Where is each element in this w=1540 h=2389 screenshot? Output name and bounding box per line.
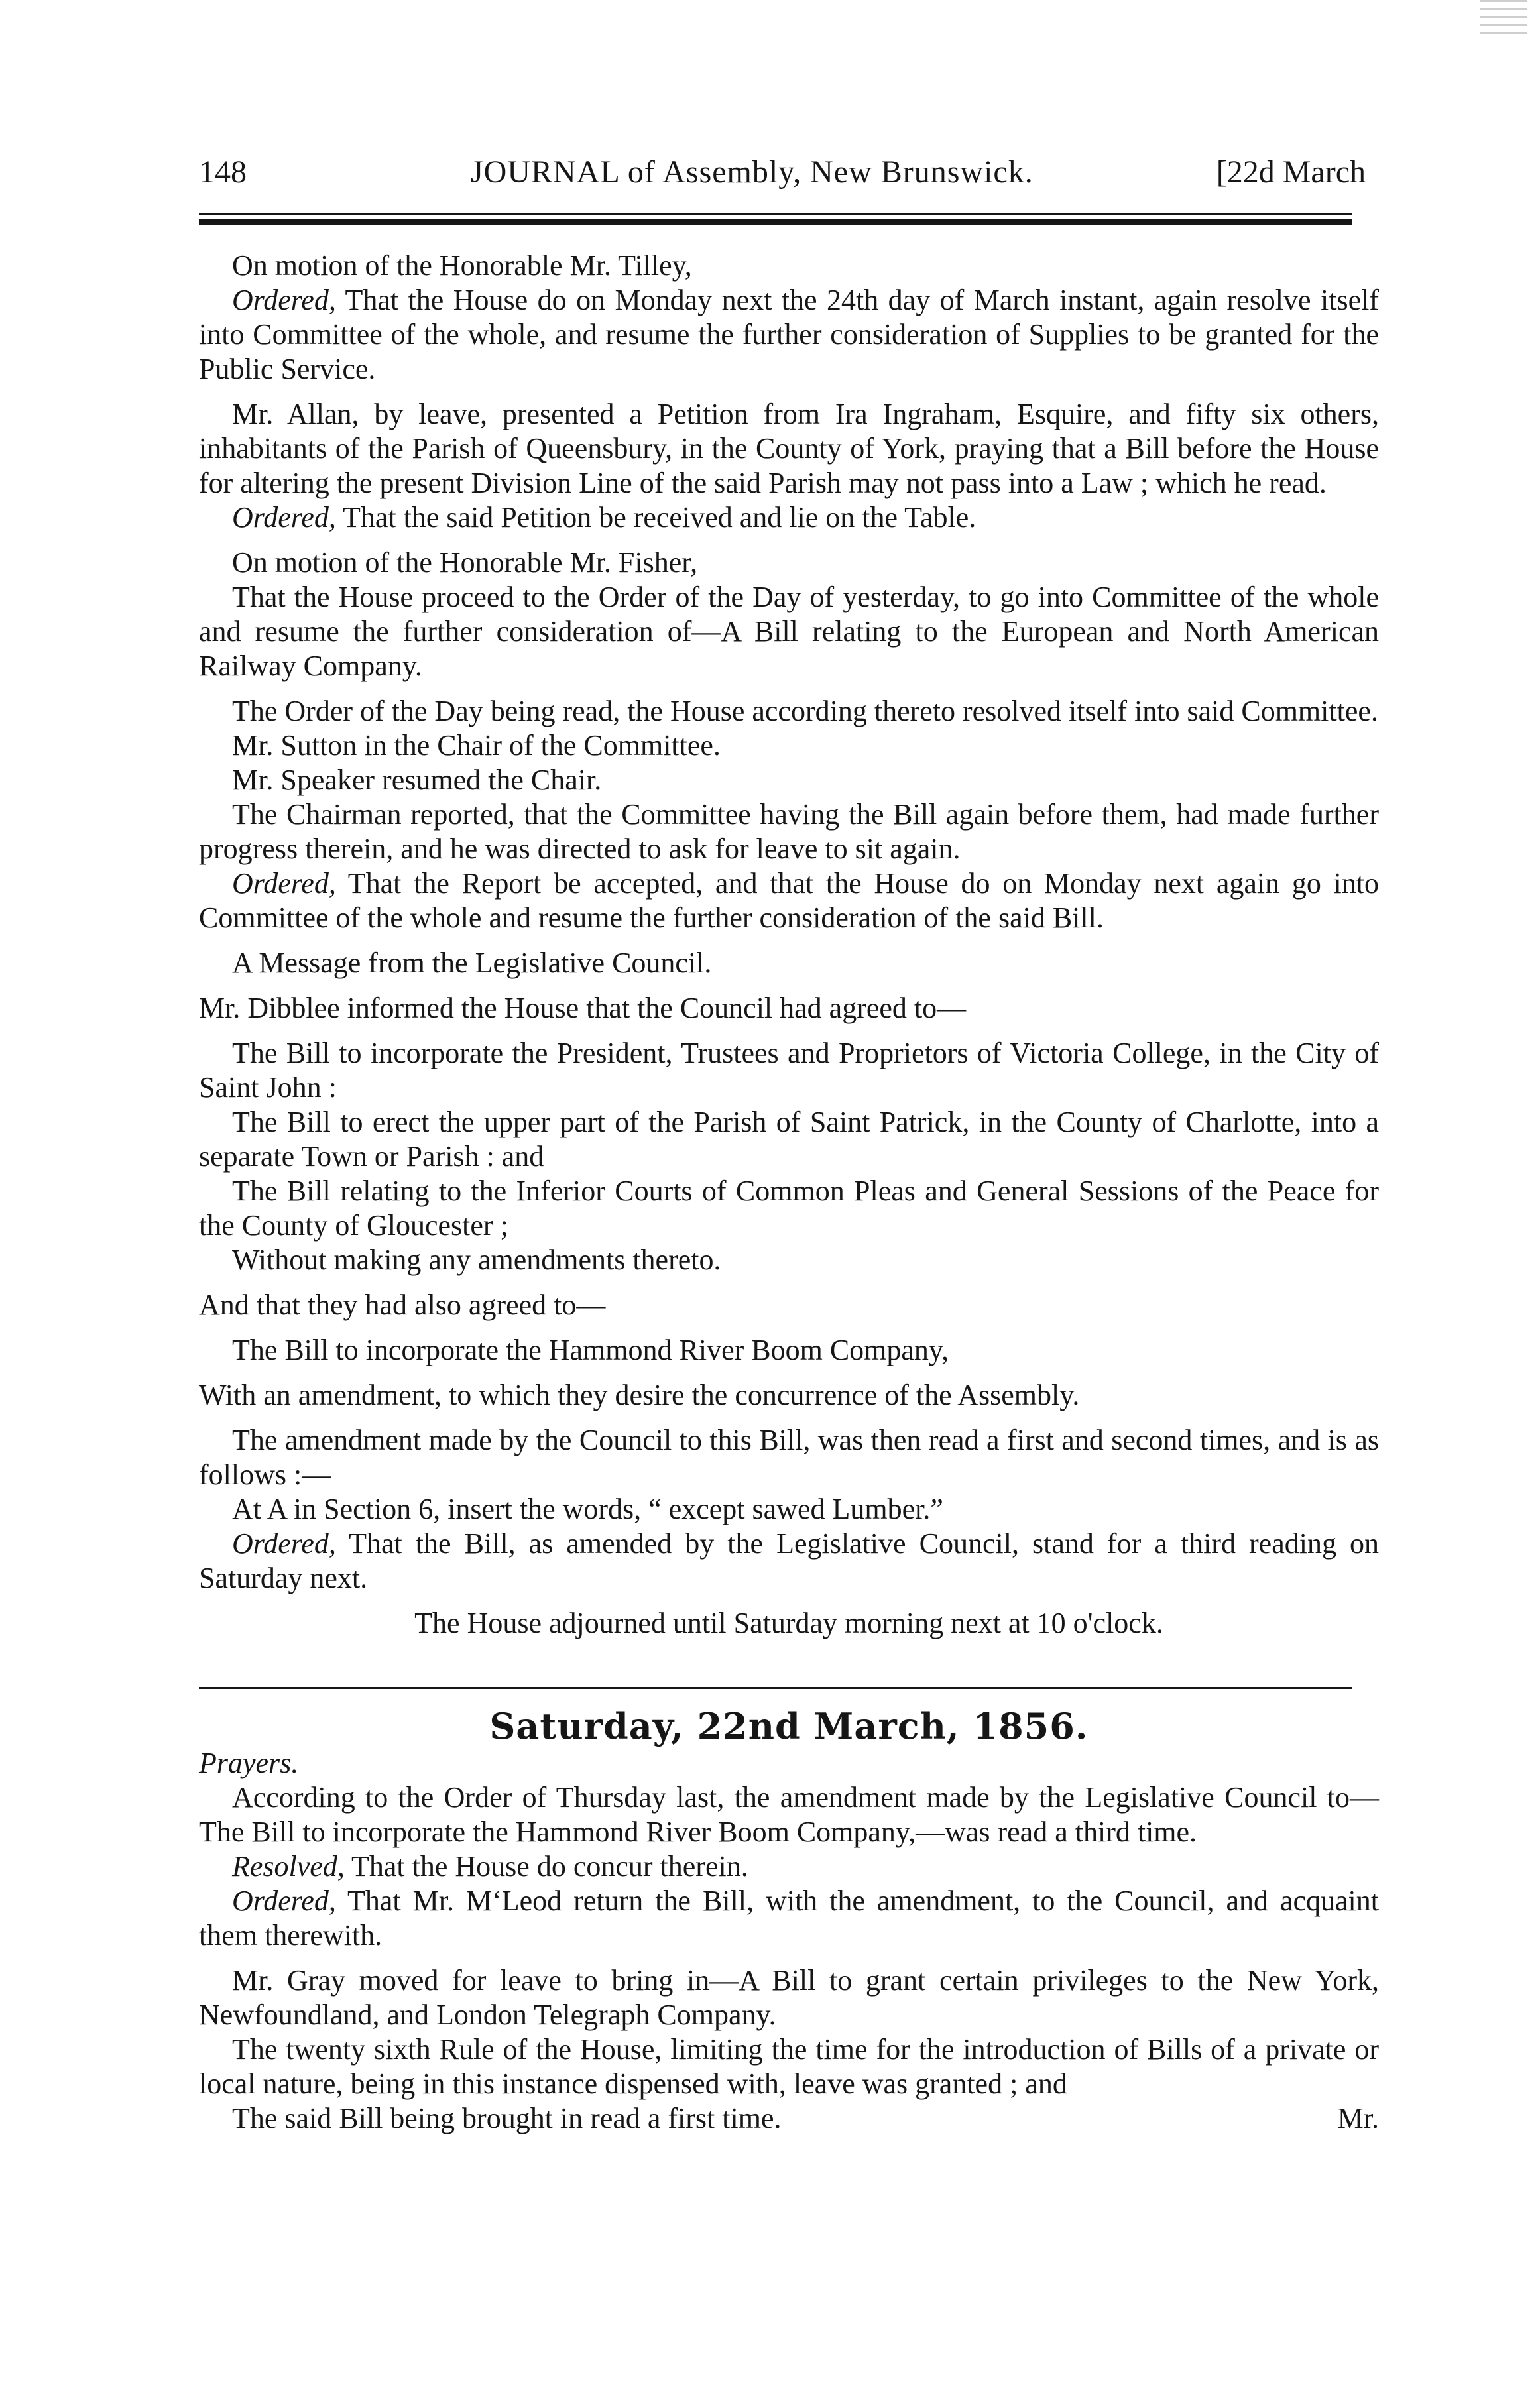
paragraph-lead: Ordered, [232, 1527, 336, 1560]
paragraph [199, 1849, 1379, 1884]
paragraph: The Bill to erect the upper part of the Parish of Saint Patrick, in the County of Charlotte, into a separate Town or Parish : and [199, 1106, 1379, 1173]
paragraph [199, 866, 1379, 935]
paragraph [199, 283, 1379, 386]
paragraph: On motion of the Honorable Mr. Fisher, [232, 546, 698, 579]
header-rule [199, 213, 1352, 227]
paragraph: At A in Section 6, insert the words, “ except sawed Lumber.” [232, 1493, 943, 1525]
paragraph: The Bill relating to the Inferior Courts of Common Pleas and General Sessions of the Peace for the County of Gloucester ; [199, 1175, 1379, 1242]
paragraph [199, 1527, 1379, 1596]
paragraph [199, 1884, 1379, 1953]
scan-mark [1480, 0, 1527, 53]
paragraph [199, 500, 1379, 535]
journal-body [199, 249, 1379, 2136]
paragraph: The Chairman reported, that the Committee having the Bill again before them, had made further progress therein, and he was directed to ask for leave to sit again. [199, 798, 1379, 865]
paragraph-text: That the Bill, as amended by the Legislative Council, stand for a third reading on Saturday next. [199, 1527, 1379, 1594]
paragraph: The twenty sixth Rule of the House, limiting the time for the introduction of Bills of a private or local nature, being in this instance dispensed with, leave was granted ; and [199, 2033, 1379, 2100]
running-date: [22d March [1216, 154, 1366, 190]
paragraph: Mr. Gray moved for leave to bring in—A Bill to grant certain privileges to the New York, Newfoundland, and London Telegraph Company. [199, 1964, 1379, 2031]
paragraph-lead: Ordered, [232, 1885, 336, 1917]
paragraph: Without making any amendments thereto. [232, 1244, 721, 1276]
prayers-label: Prayers. [199, 1747, 299, 1779]
catchword: Mr. [1337, 2102, 1379, 2134]
page-header [199, 154, 1366, 200]
paragraph-text: That Mr. M‘Leod return the Bill, with the amendment, to the Council, and acquaint them therewith. [199, 1885, 1379, 1952]
paragraph-lead: Ordered, [232, 501, 336, 534]
paragraph: A Message from the Legislative Council. [232, 947, 712, 979]
section-divider [199, 1687, 1352, 1689]
paragraph: According to the Order of Thursday last, the amendment made by the Legislative Council to—The Bill to incorporate the Hammond River Boom Company,—was read a third time. [199, 1781, 1379, 1848]
paragraph-lead: Ordered, [232, 284, 336, 316]
paragraph-text: That the House do concur therein. [344, 1850, 748, 1883]
day-heading: Saturday, 22nd March, 1856. [489, 1705, 1089, 1747]
paragraph: The Bill to incorporate the Hammond River Boom Company, [232, 1334, 949, 1366]
paragraph: The amendment made by the Council to this Bill, was then read a first and second times, and is as follows :— [199, 1424, 1379, 1491]
paragraph: Mr. Allan, by leave, presented a Petition from Ira Ingraham, Esquire, and fifty six others, inhabitants of the Parish of Queensbury, in the County of York, praying that a Bill before the House for altering the present Division Line of the said Parish may not pass into a Law ; which he read. [199, 398, 1379, 499]
paragraph [199, 2101, 1379, 2136]
paragraph: The Bill to incorporate the President, Trustees and Proprietors of Victoria College, in the City of Saint John : [199, 1037, 1379, 1104]
paragraph-text: That the Report be accepted, and that the House do on Monday next again go into Committee of the whole and resume the further consideration of the said Bill. [199, 867, 1379, 934]
paragraph-text: That the House do on Monday next the 24th day of March instant, again resolve itself into Committee of the whole, and resume the further consideration of Supplies to be granted for the Public Service. [199, 284, 1379, 385]
paragraph: Mr. Dibblee informed the House that the Council had agreed to— [199, 992, 967, 1024]
paragraph-lead: Resolved, [232, 1850, 345, 1883]
paragraph: That the House proceed to the Order of the Day of yesterday, to go into Committee of the whole and resume the further consideration of—A Bill relating to the European and North American Railway Company. [199, 581, 1379, 682]
paragraph: On motion of the Honorable Mr. Tilley, [232, 249, 692, 282]
paragraph-text: The said Bill being brought in read a first time. [232, 2102, 782, 2134]
paragraph-text: That the said Petition be received and lie on the Table. [335, 501, 977, 534]
paragraph: The Order of the Day being read, the House according thereto resolved itself into said Committee. [232, 695, 1378, 727]
adjournment: The House adjourned until Saturday morning next at 10 o'clock. [414, 1607, 1163, 1639]
paragraph: Mr. Sutton in the Chair of the Committee. [232, 729, 721, 762]
paragraph: With an amendment, to which they desire the concurrence of the Assembly. [199, 1379, 1080, 1411]
paragraph: Mr. Speaker resumed the Chair. [232, 764, 602, 796]
paragraph-lead: Ordered, [232, 867, 336, 900]
running-title: JOURNAL of Assembly, New Brunswick. [471, 154, 1034, 190]
page-number: 148 [199, 154, 247, 190]
paragraph: And that they had also agreed to— [199, 1289, 606, 1321]
